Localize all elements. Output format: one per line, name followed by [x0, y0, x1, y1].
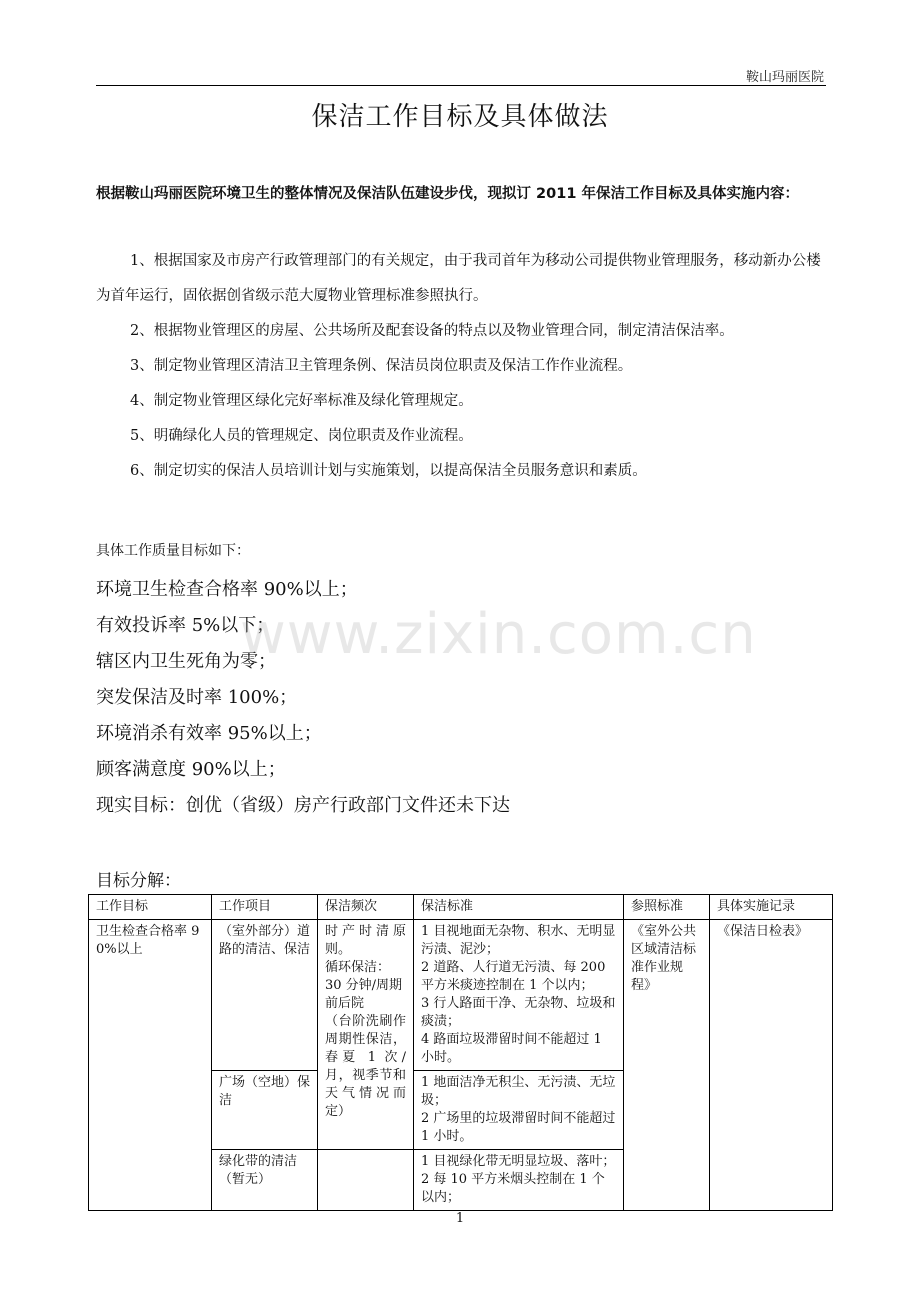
frequency-cell-empty [318, 1150, 414, 1211]
work-item: 1、根据国家及市房产行政管理部门的有关规定，由于我司首年为移动公司提供物业管理服务，移动新办公楼为首年运行，固依据创省级示范大厦物业管理标准参照执行。 [96, 253, 821, 304]
document-title: 保洁工作目标及具体做法 [311, 102, 609, 132]
work-item: 5、明确绿化人员的管理规定、岗位职责及作业流程。 [130, 428, 473, 444]
watermark: www.zixin.com.cn [240, 602, 757, 667]
goal-decomposition-heading: 目标分解： [96, 871, 181, 891]
reference-cell: 《室外公共区域清洁标准作业规程》 [624, 920, 710, 1211]
quality-targets-heading: 具体工作质量目标如下： [96, 543, 250, 559]
standard-cell: 1 目视绿化带无明显垃圾、落叶； 2 每 10 平方米烟头控制在 1 个以内； [414, 1150, 624, 1211]
goal-cell: 卫生检查合格率 90%以上 [89, 920, 212, 1211]
quality-target: 顾客满意度 90%以上； [96, 759, 286, 780]
header-rule [96, 85, 826, 86]
standard-cell: 1 目视地面无杂物、积水、无明显污渍、泥沙； 2 道路、人行道无污渍、每 200 平方米痰迹控制在 1 个以内； 3 行人路面干净、无杂物、垃圾和痰渍； 4 路面垃圾滞留时间不能超过 1 小时。 [414, 920, 624, 1071]
column-header: 保洁标准 [414, 895, 624, 920]
quality-target: 现实目标：创优（省级）房产行政部门文件还未下达 [96, 795, 510, 816]
quality-target: 有效投诉率 5%以下； [96, 615, 275, 636]
column-header: 工作目标 [89, 895, 212, 920]
frequency-cell: 时产时清原则。 循环保洁： 30 分钟/周期 前后院 （台阶洗刷作周期性保洁，春夏 1 次/月，视季节和天气情况而定） [318, 920, 414, 1150]
work-items-list [96, 244, 828, 489]
quality-target: 辖区内卫生死角为零； [96, 651, 276, 672]
column-header: 保洁频次 [318, 895, 414, 920]
page-number: 1 [455, 1211, 465, 1226]
work-item: 3、制定物业管理区清洁卫主管理条例、保洁员岗位职责及保洁工作作业流程。 [130, 358, 633, 374]
intro-paragraph: 根据鞍山玛丽医院环境卫生的整体情况及保洁队伍建设步伐，现拟订 2011 年保洁工作目标及具体实施内容： [96, 186, 799, 202]
project-cell: 广场（空地）保洁 [212, 1071, 318, 1150]
column-header: 工作项目 [212, 895, 318, 920]
project-cell: 绿化带的清洁（暂无） [212, 1150, 318, 1211]
column-header: 参照标准 [624, 895, 710, 920]
column-header: 具体实施记录 [710, 895, 833, 920]
goal-decomposition-table [88, 894, 833, 1211]
table-row [89, 920, 833, 1071]
quality-target: 突发保洁及时率 100%； [96, 687, 298, 708]
quality-target: 环境消杀有效率 95%以上； [96, 723, 322, 744]
work-item: 2、根据物业管理区的房屋、公共场所及配套设备的特点以及物业管理合同，制定清洁保洁率。 [130, 323, 734, 339]
work-item: 6、制定切实的保洁人员培训计划与实施策划，以提高保洁全员服务意识和素质。 [130, 463, 647, 479]
project-cell: （室外部分）道路的清洁、保洁 [212, 920, 318, 1071]
work-item: 4、制定物业管理区绿化完好率标准及绿化管理规定。 [130, 393, 473, 409]
record-cell: 《保洁日检表》 [710, 920, 833, 1211]
quality-target: 环境卫生检查合格率 90%以上； [96, 579, 358, 600]
table-header-row [89, 895, 833, 920]
header-organization: 鞍山玛丽医院 [745, 70, 824, 85]
standard-cell: 1 地面洁净无积尘、无污渍、无垃圾； 2 广场里的垃圾滞留时间不能超过 1 小时。 [414, 1071, 624, 1150]
